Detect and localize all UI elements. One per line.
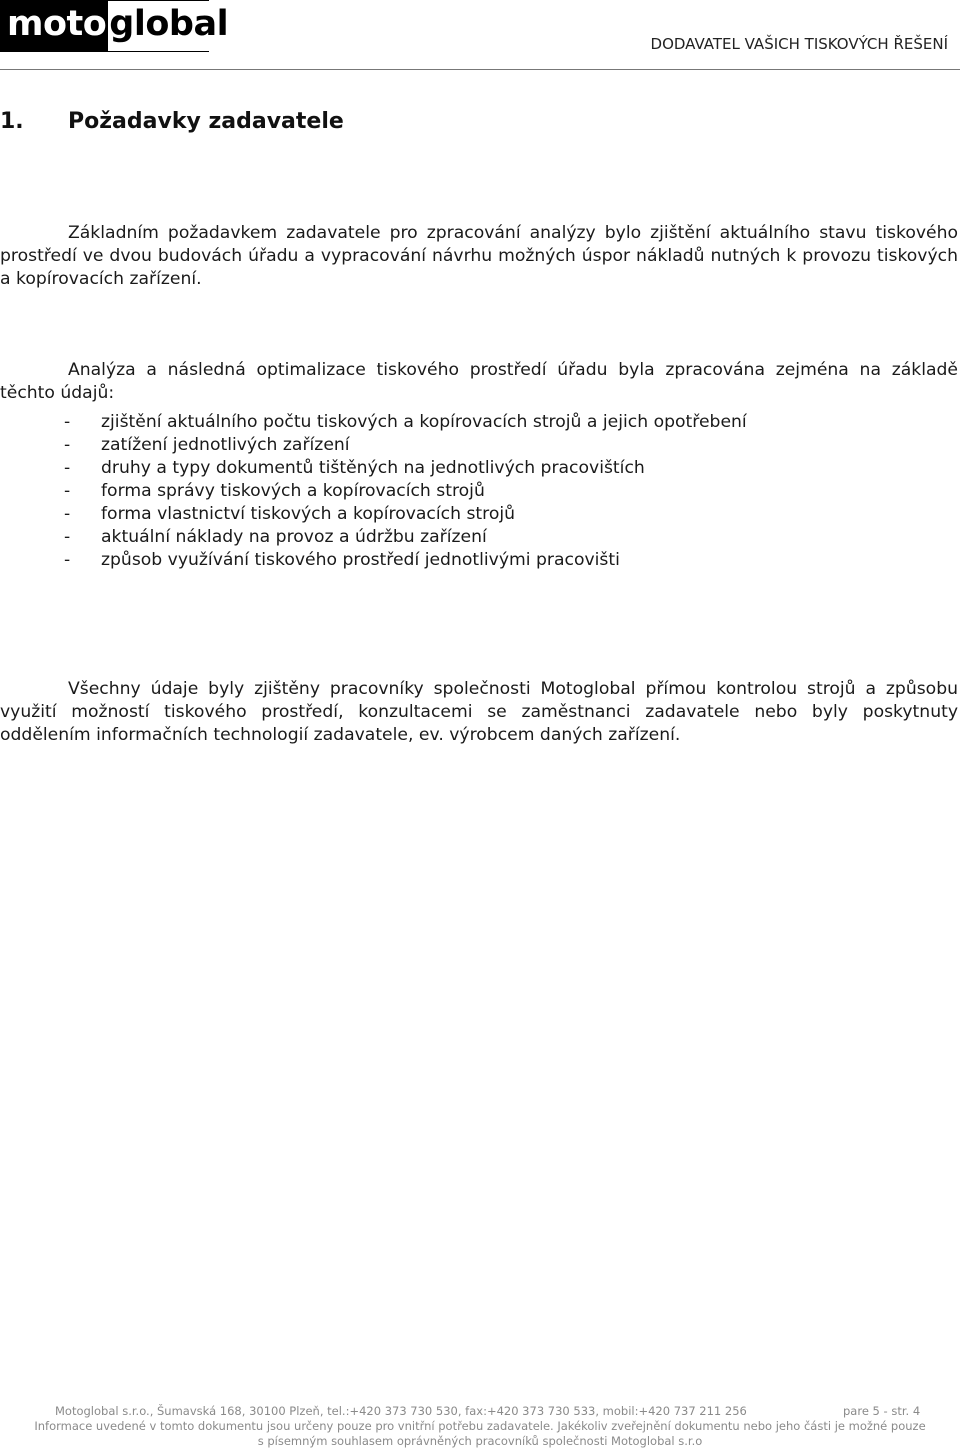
- list-item: [64, 503, 747, 526]
- list-item: [64, 480, 747, 503]
- section-heading: [0, 109, 344, 134]
- list-item-text: aktuální náklady na provoz a údržbu zařízení: [101, 527, 487, 547]
- list-item-text: zjištění aktuálního počtu tiskových a kopírovacích strojů a jejich opotřebení: [101, 412, 747, 432]
- list-item: [64, 526, 747, 549]
- paragraph-requirements: Základním požadavkem zadavatele pro zpracování analýzy bylo zjištění aktuálního stavu tiskového prostředí ve dvou budovách úřadu a vypracování návrhu možných úspor nákladů nutných k provozu tiskových a kopírovacích zařízení.: [0, 223, 958, 290]
- document-title: DODAVATEL VAŠICH TISKOVÝCH ŘEŠENÍ: [650, 35, 948, 53]
- section-number: 1.: [0, 109, 24, 134]
- company-logo: [0, 0, 229, 52]
- list-dash: -: [64, 527, 71, 547]
- paragraph-analysis-intro: Analýza a následná optimalizace tiskového prostředí úřadu byla zpracována zejména na základě těchto údajů:: [0, 360, 958, 404]
- list-item-text: zatížení jednotlivých zařízení: [101, 435, 350, 455]
- list-item: [64, 434, 747, 457]
- list-dash: -: [64, 412, 71, 432]
- data-sources-list: [64, 411, 747, 572]
- list-dash: -: [64, 550, 71, 570]
- footer-notice-line2: s písemným souhlasem oprávněných pracovníků společnosti Motoglobal s.r.o: [257, 1434, 703, 1448]
- list-item: [64, 411, 747, 434]
- section-title: Požadavky zadavatele: [68, 109, 344, 134]
- logo-moto-text: moto: [1, 1, 108, 51]
- list-item-text: forma vlastnictví tiskových a kopírovacích strojů: [101, 504, 516, 524]
- list-dash: -: [64, 435, 71, 455]
- list-item-text: druhy a typy dokumentů tištěných na jednotlivých pracovištích: [101, 458, 645, 478]
- list-item-text: způsob využívání tiskového prostředí jednotlivými pracovišti: [101, 550, 620, 570]
- list-dash: -: [64, 458, 71, 478]
- logo-global-text: global: [108, 1, 228, 51]
- list-item: [64, 457, 747, 480]
- footer-page-number: pare 5 - str. 4: [843, 1404, 921, 1418]
- list-item-text: forma správy tiskových a kopírovacích strojů: [101, 481, 485, 501]
- footer-notice-line1: Informace uvedené v tomto dokumentu jsou určeny pouze pro vnitřní potřebu zadavatele. Jakékoliv zveřejnění dokumentu nebo jeho části je možné pouze: [34, 1419, 926, 1433]
- page-footer: [0, 1404, 960, 1449]
- list-item: [64, 549, 747, 572]
- list-dash: -: [64, 504, 71, 524]
- header-divider: [0, 69, 960, 70]
- list-dash: -: [64, 481, 71, 501]
- paragraph-data-collection: Všechny údaje byly zjištěny pracovníky společnosti Motoglobal přímou kontrolou strojů a způsobu využití možností tiskového prostředí, konzultacemi se zaměstnanci zadavatele nebo byly poskytnuty oddělením informačních technologií zadavatele, ev. výrobcem daných zařízení.: [0, 679, 958, 746]
- footer-address: Motoglobal s.r.o., Šumavská 168, 30100 Plzeň, tel.:+420 373 730 530, fax:+420 373 730 533, mobil:+420 737 211 256: [55, 1404, 747, 1418]
